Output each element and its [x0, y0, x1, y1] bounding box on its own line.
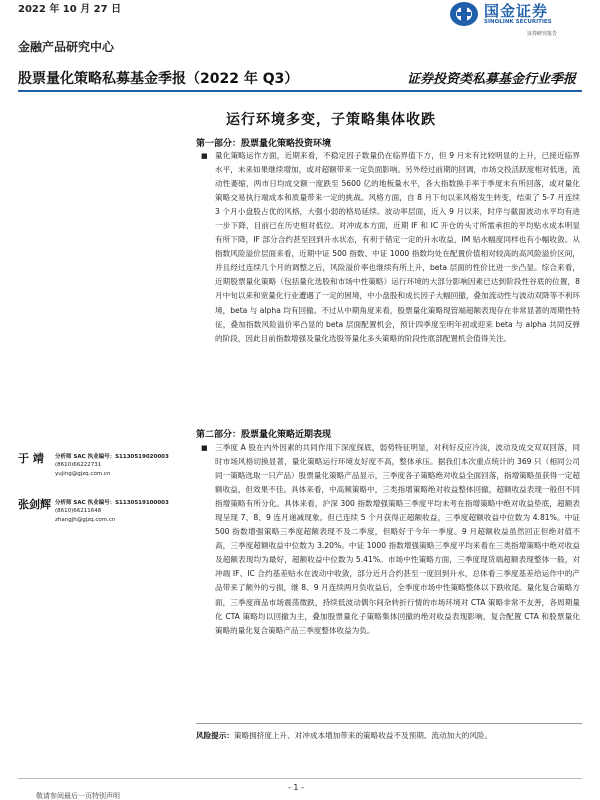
report-date: 2022 年 10 月 27 日 — [18, 4, 122, 15]
report-type: 证券投资类私募基金行业季报 — [406, 72, 576, 87]
analyst-email[interactable]: zhangjh@gjzq.com.cn — [55, 517, 116, 523]
risk-text: 策略拥挤度上升、对冲成本增加带来的策略收益不及预期、流动加大的风险。 — [233, 731, 493, 740]
logo-cn-text: 国金证券 — [484, 2, 549, 20]
section-body-1 — [196, 149, 580, 346]
report-title: 股票量化策略私募基金季报（2022 年 Q3） — [18, 71, 299, 87]
headline: 运行环境多变，子策略集体收跌 — [226, 112, 436, 128]
analyst-name: 于 靖 — [18, 452, 44, 465]
footer-divider — [18, 778, 582, 779]
risk-divider — [196, 723, 582, 724]
section-paragraph-2: 三季度 A 股在内外因素的共同作用下深度探底，弱势特征明显，对利好反应冷淡，波动及成交双双回落，同时市场风格切换显著，量化策略运行环境友好度不高，整体承压。据我们本次重点统计的 369 只（相同公司同一策略选取一只产品）股票量化策略产品显示，三季度各子策略绝对收益全面回落，指增策略虽获得一定超额收益，但效果不佳。具体来看，中高频策略中，三类指增策略绝对收益整体回撤，超额收益表现一般但不同指增策略有所分化。具体来看，沪深 300 指数增强策略三季度平均未考在指增策略中绝对收益垫底，超额表现呈现 7、8、9 连月递减现象。但已连续 5 个月获得正超额收益，三季度超额收益中位数为 4.81%。中证 500 指数增强策略三季度超额表现不及二季度，但略好于今年一季度。9 月超额收益虽然回正但绝对值不高，三季度超额收益中位数为 3.20%。中证 1000 指数增强策略三季度平均来看在三类指增策略中绝对收益及超额表现均为最好，超额收益中位数为 5.41%。市场中性策略方面，三季度现货端超额表现整体一般，对冲端 IF、IC 合约基差贴水在波动中收敛，部分近月合约甚至一度回到升水，总体看三季度基差给运作中的产品带来了额外的亏损，继 8、9 月连续两月负收益后，全季度市场中性策略整体以下跌收尾。量化复合策略方面，三季度商品市场震荡微跌，持续低波动偶尔间杂转折行情的市场环境对 CTA 策略非常不友善，各周期量化 CTA 策略均以回撤为主，叠加股票量化子策略集体回撤的绝对收益表现影响，复合配置 CTA 和股票量化策略的量化复合策略产品三季度整体收益为负。 — [215, 443, 580, 635]
analyst-phone: (8610)66211648 — [55, 508, 102, 514]
logo-en-text: SINOLINK SECURITIES — [484, 19, 552, 25]
section-heading-1: 第一部分：股票量化策略投资环境 — [196, 139, 332, 149]
risk-warning — [196, 729, 580, 742]
analyst-sac-number: 分析师 SAC 执业编号：S1130519020003 — [55, 454, 169, 460]
analyst-email[interactable]: yujing@gjzq.com.cn — [55, 471, 111, 477]
certification-label: 证券研究报告 — [527, 31, 558, 37]
department-name: 金融产品研究中心 — [18, 40, 115, 54]
sinolink-logo-icon — [448, 0, 480, 28]
page-number: - 1 - — [288, 783, 304, 792]
bullet-icon: ■ — [201, 444, 208, 452]
disclaimer-note: 敬请参阅最后一页特别声明 — [36, 792, 120, 800]
section-paragraph-1: 量化策略运作方面，近期来看，不稳定因子数量仍在临界值下方，但 9 月末有比较明显的上升，已接近临界水平，未来如果继续增加，或对超额带来一定负面影响。另外经过前期的回调，市场交投活跃度相对低迷，流动性萎缩，两市日均成交额一度跌至 5600 亿的地板量水平，各大指数换手率于季度末有所回落，或对量化策略交易执行端成本和质量带来一定的挑战。风格方面，自 8 月下旬以来风格发生转变，结束了 5-7 月连续 3 个月小盘股占优的风格，大强小弱的格局延续。波动率层面，近入 9 月以来，时序与截面波动水平均有进一步下降，目前已在历史相对低位。对冲成本方面，近期 IF 和 IC 开仓的头寸所需承担的平均贴水成本明显有所下降，IF 部分合约甚至回到升水状态，有利于错定一定的升水收益，IM 贴水幅度同样也有小幅收敛。从指数风险溢价层面来看，近期中证 500 指数、中证 1000 指数均处在配置价值相对较高的高风险溢价区间，并且经过连续几个月的调整之后，风险溢价率也继续有所上升，beta 层面的性价比进一步凸显。综合来看，近期股票量化策略（包括量化选股和市场中性策略）运行环境的大部分影响因素已达到阶段性谷底的位置，8 月中旬以来和宽量化行业遭遇了一定的困境，中小盘股和成长因子大幅回撤，叠加流动性与波动双降等不利环境，beta 与 alpha 均有回撤。不过从中期角度来看，股票量化策略现管端超额表现存在非常显著的周期性特征，叠加指数风险溢价率凸显的 beta 层面配置机会，预计四季度至明年初或迎来 beta 与 alpha 共同反弹的阶段，因此目前指数增强及量化选股等量化多头策略的阶段性底部配置机会值得关注。 — [215, 151, 580, 343]
analyst-phone: (8610)66222731 — [55, 462, 102, 468]
bullet-icon: ■ — [201, 152, 208, 160]
company-logo — [448, 0, 588, 38]
section-body-2 — [196, 441, 580, 638]
analyst-sac-number: 分析师 SAC 执业编号：S1130519100003 — [55, 500, 169, 506]
section-heading-2: 第二部分：股票量化策略近期表现 — [196, 430, 332, 440]
risk-label: 风险提示： — [196, 731, 234, 740]
header-divider — [18, 90, 582, 92]
analyst-name: 张剑辉 — [18, 498, 51, 511]
